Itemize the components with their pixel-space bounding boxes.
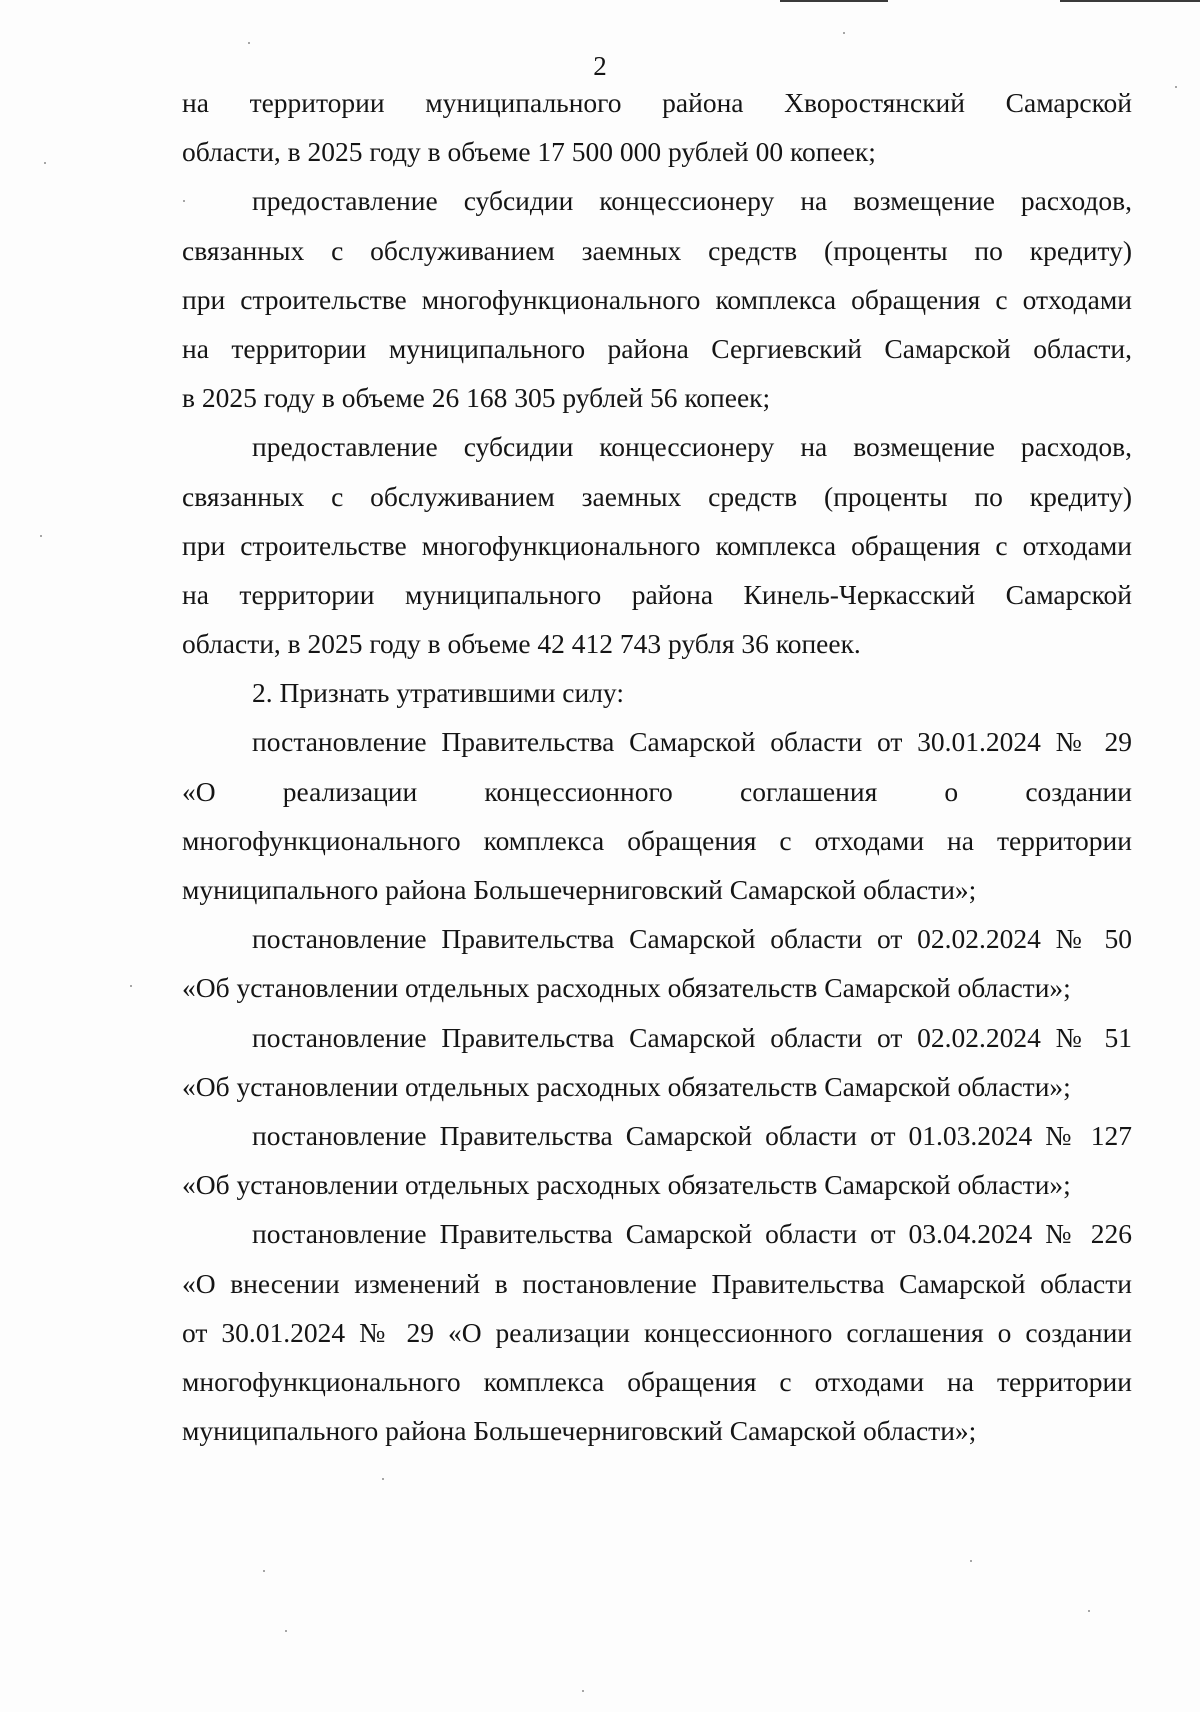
text-line: предоставление субсидии концессионеру на возмещение расходов, (252, 185, 1132, 217)
scan-speck (248, 42, 250, 44)
text-line: «О реализации концессионного соглашения о создании (182, 775, 1132, 807)
text-line: «О внесении изменений в постановление Правительства Самарской области (182, 1267, 1132, 1299)
text-line: многофункционального комплекса обращения с отходами на территории (182, 824, 1132, 856)
text-line: на территории муниципального района Кинель-Черкасский Самарской (182, 578, 1132, 610)
text-line: при строительстве многофункционального комплекса обращения с отходами (182, 283, 1132, 315)
scan-speck (582, 1690, 584, 1692)
text-line: связанных с обслуживанием заемных средств (проценты по кредиту) (182, 234, 1132, 266)
text-line: многофункционального комплекса обращения с отходами на территории (182, 1365, 1132, 1397)
page-number: 2 (593, 51, 607, 81)
scan-speck (843, 32, 845, 34)
text-line: области, в 2025 году в объеме 17 500 000 рублей 00 копеек; (182, 136, 876, 168)
scan-speck (44, 162, 46, 164)
scan-speck (285, 1630, 287, 1632)
text-line: при строительстве многофункционального комплекса обращения с отходами (182, 529, 1132, 561)
text-line: предоставление субсидии концессионеру на возмещение расходов, (252, 431, 1132, 463)
scan-edge-line (1060, 0, 1200, 2)
text-line: постановление Правительства Самарской области от 01.03.2024 № 127 (252, 1119, 1132, 1151)
text-line: связанных с обслуживанием заемных средств (проценты по кредиту) (182, 480, 1132, 512)
text-line: постановление Правительства Самарской области от 30.01.2024 № 29 (252, 726, 1132, 758)
text-line: на территории муниципального района Сергиевский Самарской области, (182, 332, 1132, 364)
text-line: области, в 2025 году в объеме 42 412 743 рубля 36 копеек. (182, 628, 861, 660)
text-line: на территории муниципального района Хворостянский Самарской (182, 87, 1132, 118)
text-line: в 2025 году в объеме 26 168 305 рублей 56 копеек; (182, 382, 771, 414)
text-line: постановление Правительства Самарской области от 02.02.2024 № 50 (252, 923, 1132, 955)
text-line: постановление Правительства Самарской области от 02.02.2024 № 51 (252, 1021, 1132, 1053)
text-line: муниципального района Большечерниговский Самарской области»; (182, 1415, 977, 1447)
text-line: «Об установлении отдельных расходных обязательств Самарской области»; (182, 1169, 1071, 1201)
text-line: 2. Признать утратившими силу: (252, 677, 624, 709)
text-line: постановление Правительства Самарской области от 03.04.2024 № 226 (252, 1218, 1132, 1250)
scan-edge-line (780, 0, 888, 2)
scan-speck (382, 1478, 384, 1480)
scan-speck (1175, 86, 1177, 88)
scan-speck (970, 1560, 972, 1562)
text-line: муниципального района Большечерниговский Самарской области»; (182, 874, 977, 905)
text-line: от 30.01.2024 № 29 «О реализации концессионного соглашения о создании (182, 1316, 1132, 1348)
document-body (182, 78, 1132, 1455)
scan-speck (40, 535, 42, 537)
scan-speck (263, 1570, 265, 1572)
text-line: «Об установлении отдельных расходных обязательств Самарской области»; (182, 972, 1071, 1004)
scan-speck (1088, 1610, 1090, 1612)
scan-speck (130, 985, 132, 987)
text-line: «Об установлении отдельных расходных обязательств Самарской области»; (182, 1070, 1071, 1102)
